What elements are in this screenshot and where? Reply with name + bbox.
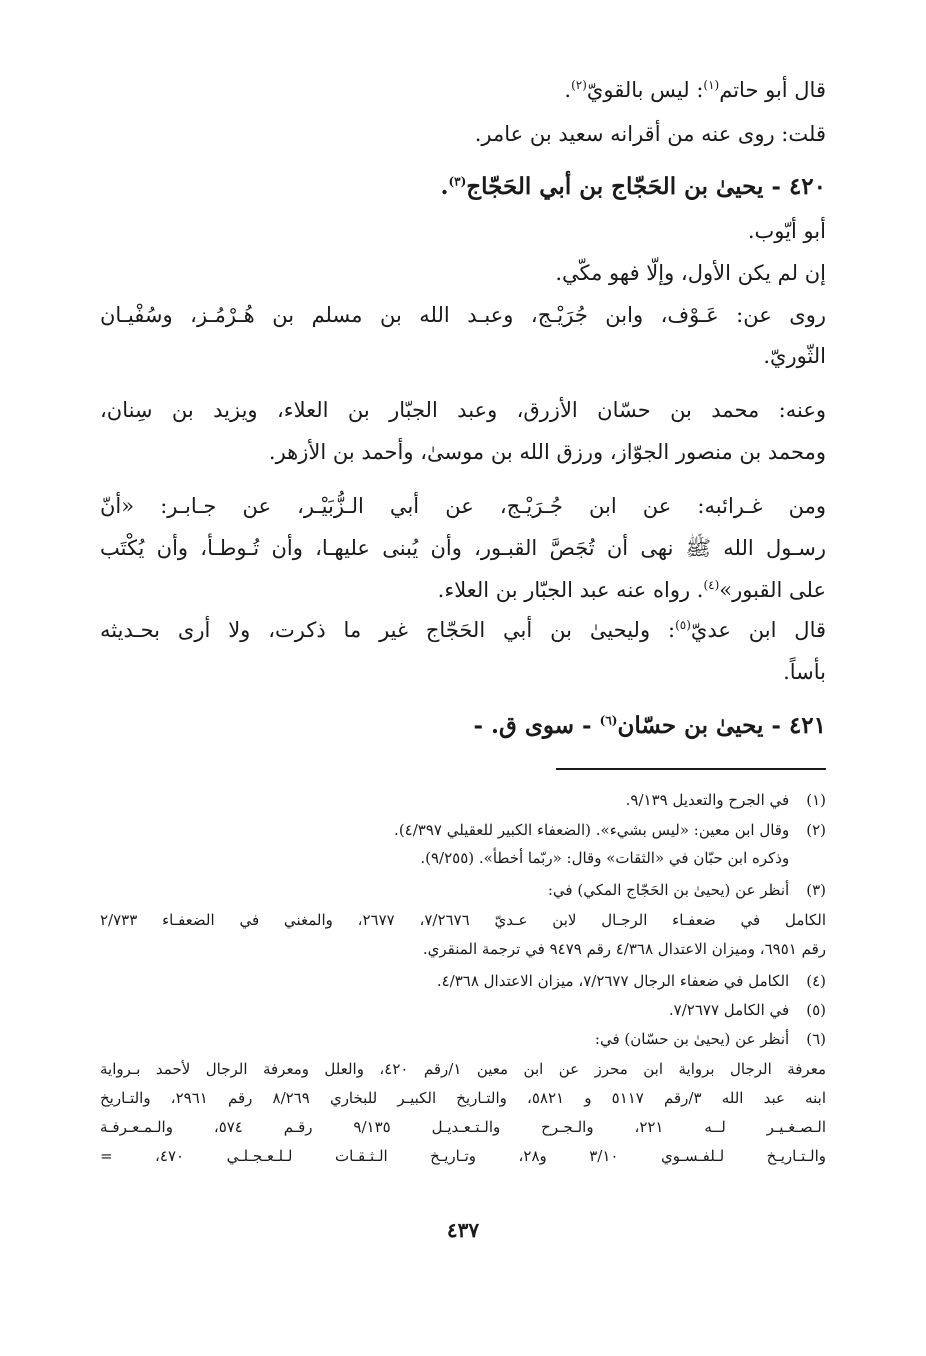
footnote-6-cont-2: ابنه عبد الله ٣/رقم ٥١١٧ و ٥٨٢١، والتـاريخ الكبيـر للبخاري ٨/٢٦٩ رقم ٢٩٦١، والتـاريخ xyxy=(100,1089,826,1107)
footnote-2-cont: وذكره ابن حبّان في «الثقات» وقال: «ربّما أخطأ». (٩/٢٥٥). xyxy=(420,849,790,867)
footnote-3: (٣) أنظر عن (يحيىٰ بن الحَجّاج المكي) في: xyxy=(100,876,826,904)
text-line-9: ومحمد بن منصور الجوّاز، ورزق الله بن موسىٰ، وأحمد بن الأزهر. xyxy=(268,440,826,464)
page-number: ٤٣٧ xyxy=(446,1218,480,1242)
footnote-6-cont-4: والـتـاريـخ لـلفـسـوي ٣/١٠ و٢٨، وتـاريـخ الـثـقـات لـلـعـجـلـي ٤٧٠، = xyxy=(100,1147,826,1165)
text-line-2: قلت: روى عنه من أقرانه سعيد بن عامر. xyxy=(474,122,826,146)
text-line-11: رسـول الله ﷺ نهى أن تُجَصَّ القبـور، وأن يُبنى عليهـا، وأن تُـوطـأ، وأن يُكْتَب xyxy=(100,536,826,560)
text-line-8: وعنه: محمد بن حسّان الأزرق، وعبد الجبّار بن العلاء، ويزيد بن سِنان، xyxy=(100,398,826,422)
text-line-4: أبو أيّوب. xyxy=(747,219,826,243)
text-line-1: قال أبو حاتم$^{(١)}$: ليس بالقويّ$^{(٢)}$. xyxy=(564,78,826,102)
footnote-number: (٦) xyxy=(806,1030,826,1048)
footnote-1: (١) في الجرح والتعديل ٩/١٣٩. xyxy=(100,786,826,814)
text-line-10: ومن غـرائبه: عن ابن جُـرَيْـج، عن أبي الـزُّبَيْـر، عن جـابـر: «أنّ xyxy=(100,494,826,518)
footnote-number: (٣) xyxy=(806,881,826,899)
footnote-2: (٢) وقال ابن معين: «ليس بشيء». (الضعفاء الكبير للعقيلي ٤/٣٩٧). xyxy=(100,816,826,844)
footnote-ref[interactable]: (٣) xyxy=(448,174,467,189)
text-line-14: بأساً. xyxy=(783,660,826,684)
footnote-divider xyxy=(556,768,826,770)
entry-heading-421: ٤٢١ - يحيىٰ بن حسّان$^{(٦)}$ - سوى ق. - xyxy=(473,712,826,739)
footnote-3-cont-2: رقم ٦٩٥١، وميزان الاعتدال ٤/٣٦٨ رقم ٩٤٧٩ في ترجمة المنقري. xyxy=(422,940,826,958)
footnote-number: (٥) xyxy=(806,1001,826,1019)
text-line-5: إن لم يكن الأول، وإلّا فهو مكّي. xyxy=(555,261,826,285)
text-line-6: روى عن: عَـوْف، وابن جُرَيْـج، وعبـد الله بن مسلم بن هُـرْمُـز، وسُفْيـان xyxy=(100,303,826,327)
text-line-12: على القبور»$^{(٤)}$. رواه عنه عبد الجبّار بن العلاء. xyxy=(437,578,826,602)
footnote-6-cont-3: الـصـغـيـر لــه ٢٢١، والـجـرح والـتـعـديـل ٩/١٣٥ رقـم ٥٧٤، والـمـعـرفـة xyxy=(100,1118,826,1136)
footnote-number: (٢) xyxy=(806,821,826,839)
footnote-6: (٦) أنظر عن (يحيىٰ بن حسّان) في: xyxy=(100,1025,826,1053)
entry-heading-420: ٤٢٠ - يحيىٰ بن الحَجّاج بن أبي الحَجّاج$^{(٣)}$. xyxy=(440,173,826,200)
footnote-5: (٥) في الكامل ٧/٢٦٧٧. xyxy=(100,996,826,1024)
footnote-ref[interactable]: (١) xyxy=(703,78,720,92)
footnote-ref[interactable]: (٥) xyxy=(675,618,691,632)
footnote-ref[interactable]: (٤) xyxy=(703,578,720,592)
footnote-3-cont-1: الكامل في ضعفـاء الرجـال لابن عـديّ ٧/٢٦٧٦، ٢٦٧٧، والمغني في الضعفـاء ٢/٧٣٣ xyxy=(100,911,826,929)
footnote-number: (٤) xyxy=(806,972,826,990)
footnote-4: (٤) الكامل في ضعفاء الرجال ٧/٢٦٧٧، ميزان الاعتدال ٤/٣٦٨. xyxy=(100,967,826,995)
footnote-ref[interactable]: (٦) xyxy=(599,713,618,728)
text-line-7: الثّوريّ. xyxy=(763,344,826,368)
footnote-6-cont-1: معرفة الرجال برواية ابن محرز عن ابن معين ١/رقم ٤٢٠، والعلل ومعرفة الرجال لأحمد بـرواية xyxy=(100,1060,826,1078)
text-line-13: قال ابن عديّ$^{(٥)}$: وليحيىٰ بن أبي الحَجّاج غير ما ذكرت، ولا أرى بحـديثه xyxy=(100,618,826,642)
footnote-ref[interactable]: (٢) xyxy=(571,78,587,92)
footnote-number: (١) xyxy=(806,791,826,809)
